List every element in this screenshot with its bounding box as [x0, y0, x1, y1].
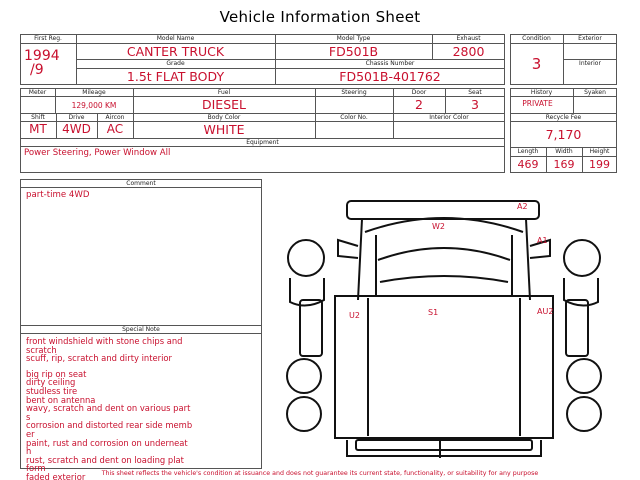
recycle-fee-value: 7,170	[545, 127, 582, 142]
mileage-label: Mileage	[82, 89, 106, 96]
grade-value: 1.5t FLAT BODY	[126, 69, 225, 84]
equipment-value: Power Steering, Power Window All	[24, 148, 171, 158]
height-value: 199	[589, 158, 610, 171]
exhaust-value: 2800	[452, 44, 485, 59]
special-note-line: er	[26, 428, 35, 439]
drive-label: Drive	[68, 114, 85, 121]
special-note-line: rust, scratch and dent on loading plat	[26, 454, 184, 465]
special-note-line: corrosion and distorted rear side memb	[26, 420, 193, 431]
comment-label: Comment	[126, 180, 156, 187]
meter-label: Meter	[28, 89, 47, 96]
special-note-line: front windshield with stone chips and	[26, 336, 183, 346]
body-color-value: WHITE	[203, 122, 245, 137]
history-value: PRIVATE	[522, 99, 553, 108]
interior-color-label: Interior Color	[429, 114, 469, 121]
door-value: 2	[415, 97, 423, 112]
model-name-label: Model Name	[156, 35, 195, 42]
fuel-label: Fuel	[217, 89, 231, 96]
damage-code-w2: W2	[432, 222, 445, 231]
first-reg-label: First Reg.	[34, 35, 62, 42]
vehicle-damage-diagram	[270, 180, 620, 470]
drive-value: 4WD	[62, 122, 91, 136]
damage-code-s1: S1	[428, 308, 439, 317]
length-label: Length	[517, 148, 539, 155]
damage-code-a1: A1	[537, 236, 548, 245]
special-note-line: wavy, scratch and dent on various part	[26, 403, 191, 414]
seat-label: Seat	[468, 89, 482, 96]
history-label: History	[530, 89, 553, 96]
shift-label: Shift	[31, 114, 45, 121]
special-note-line: h	[26, 446, 32, 457]
damage-code-u2: U2	[349, 311, 360, 320]
special-note-line: paint, rust and corrosion on underneat	[26, 437, 188, 448]
damage-code-au2: AU2	[537, 307, 554, 316]
first-reg-value-month: /9	[30, 62, 44, 78]
seat-value: 3	[471, 97, 479, 112]
special-note-label: Special Note	[122, 326, 160, 333]
fuel-value: DIESEL	[201, 97, 246, 112]
equipment-label: Equipment	[246, 139, 279, 146]
color-no-label: Color No.	[340, 114, 368, 121]
special-note-line: big rip on seat	[26, 368, 87, 379]
exterior-label: Exterior	[578, 35, 602, 42]
special-note-line: studless tire	[26, 385, 78, 396]
damage-code-a2: A2	[517, 202, 528, 211]
model-type-label: Model Type	[336, 35, 371, 42]
aircon-value: AC	[106, 122, 124, 136]
exhaust-label: Exhaust	[456, 35, 481, 42]
door-label: Door	[411, 89, 427, 96]
special-note-line: bent on antenna	[26, 394, 96, 405]
width-value: 169	[553, 158, 575, 171]
recycle-fee-label: Recycle Fee	[545, 114, 582, 121]
body-color-label: Body Color	[207, 114, 241, 121]
shift-value: MT	[29, 122, 47, 136]
special-note-line: dirty ceiling	[26, 377, 76, 388]
chassis-number-label: Chassis Number	[365, 60, 415, 67]
special-note-line: scuff, rip, scratch and dirty interior	[26, 353, 172, 364]
grade-label: Grade	[166, 60, 185, 67]
first-reg-value-year: 1994	[24, 48, 60, 64]
width-label: Width	[555, 148, 573, 155]
page-title: Vehicle Information Sheet	[219, 8, 421, 26]
special-note-line: form	[26, 463, 46, 474]
comment-value: part-time 4WD	[26, 190, 90, 200]
mileage-value: 129,000 KM	[71, 101, 117, 110]
aircon-label: Aircon	[105, 114, 125, 121]
chassis-number-value: FD501B-401762	[339, 69, 441, 84]
interior-label: Interior	[579, 60, 601, 67]
special-note-list	[26, 337, 258, 480]
model-type-value: FD501B	[328, 44, 379, 59]
special-note-line: faded exterior	[26, 471, 86, 480]
steering-label: Steering	[341, 89, 367, 96]
condition-label: Condition	[522, 35, 551, 42]
model-name-value: CANTER TRUCK	[126, 44, 225, 59]
syaken-label: Syaken	[584, 89, 606, 96]
height-label: Height	[589, 148, 610, 155]
condition-value: 3	[531, 55, 542, 73]
special-note-line: scratch	[26, 344, 57, 355]
length-value: 469	[517, 158, 539, 171]
special-note-line: s	[26, 411, 31, 422]
footer-disclaimer: This sheet reflects the vehicle's condition at issuance and does not guarantee its current state, functionality, or suitability for any purpose	[101, 470, 539, 477]
